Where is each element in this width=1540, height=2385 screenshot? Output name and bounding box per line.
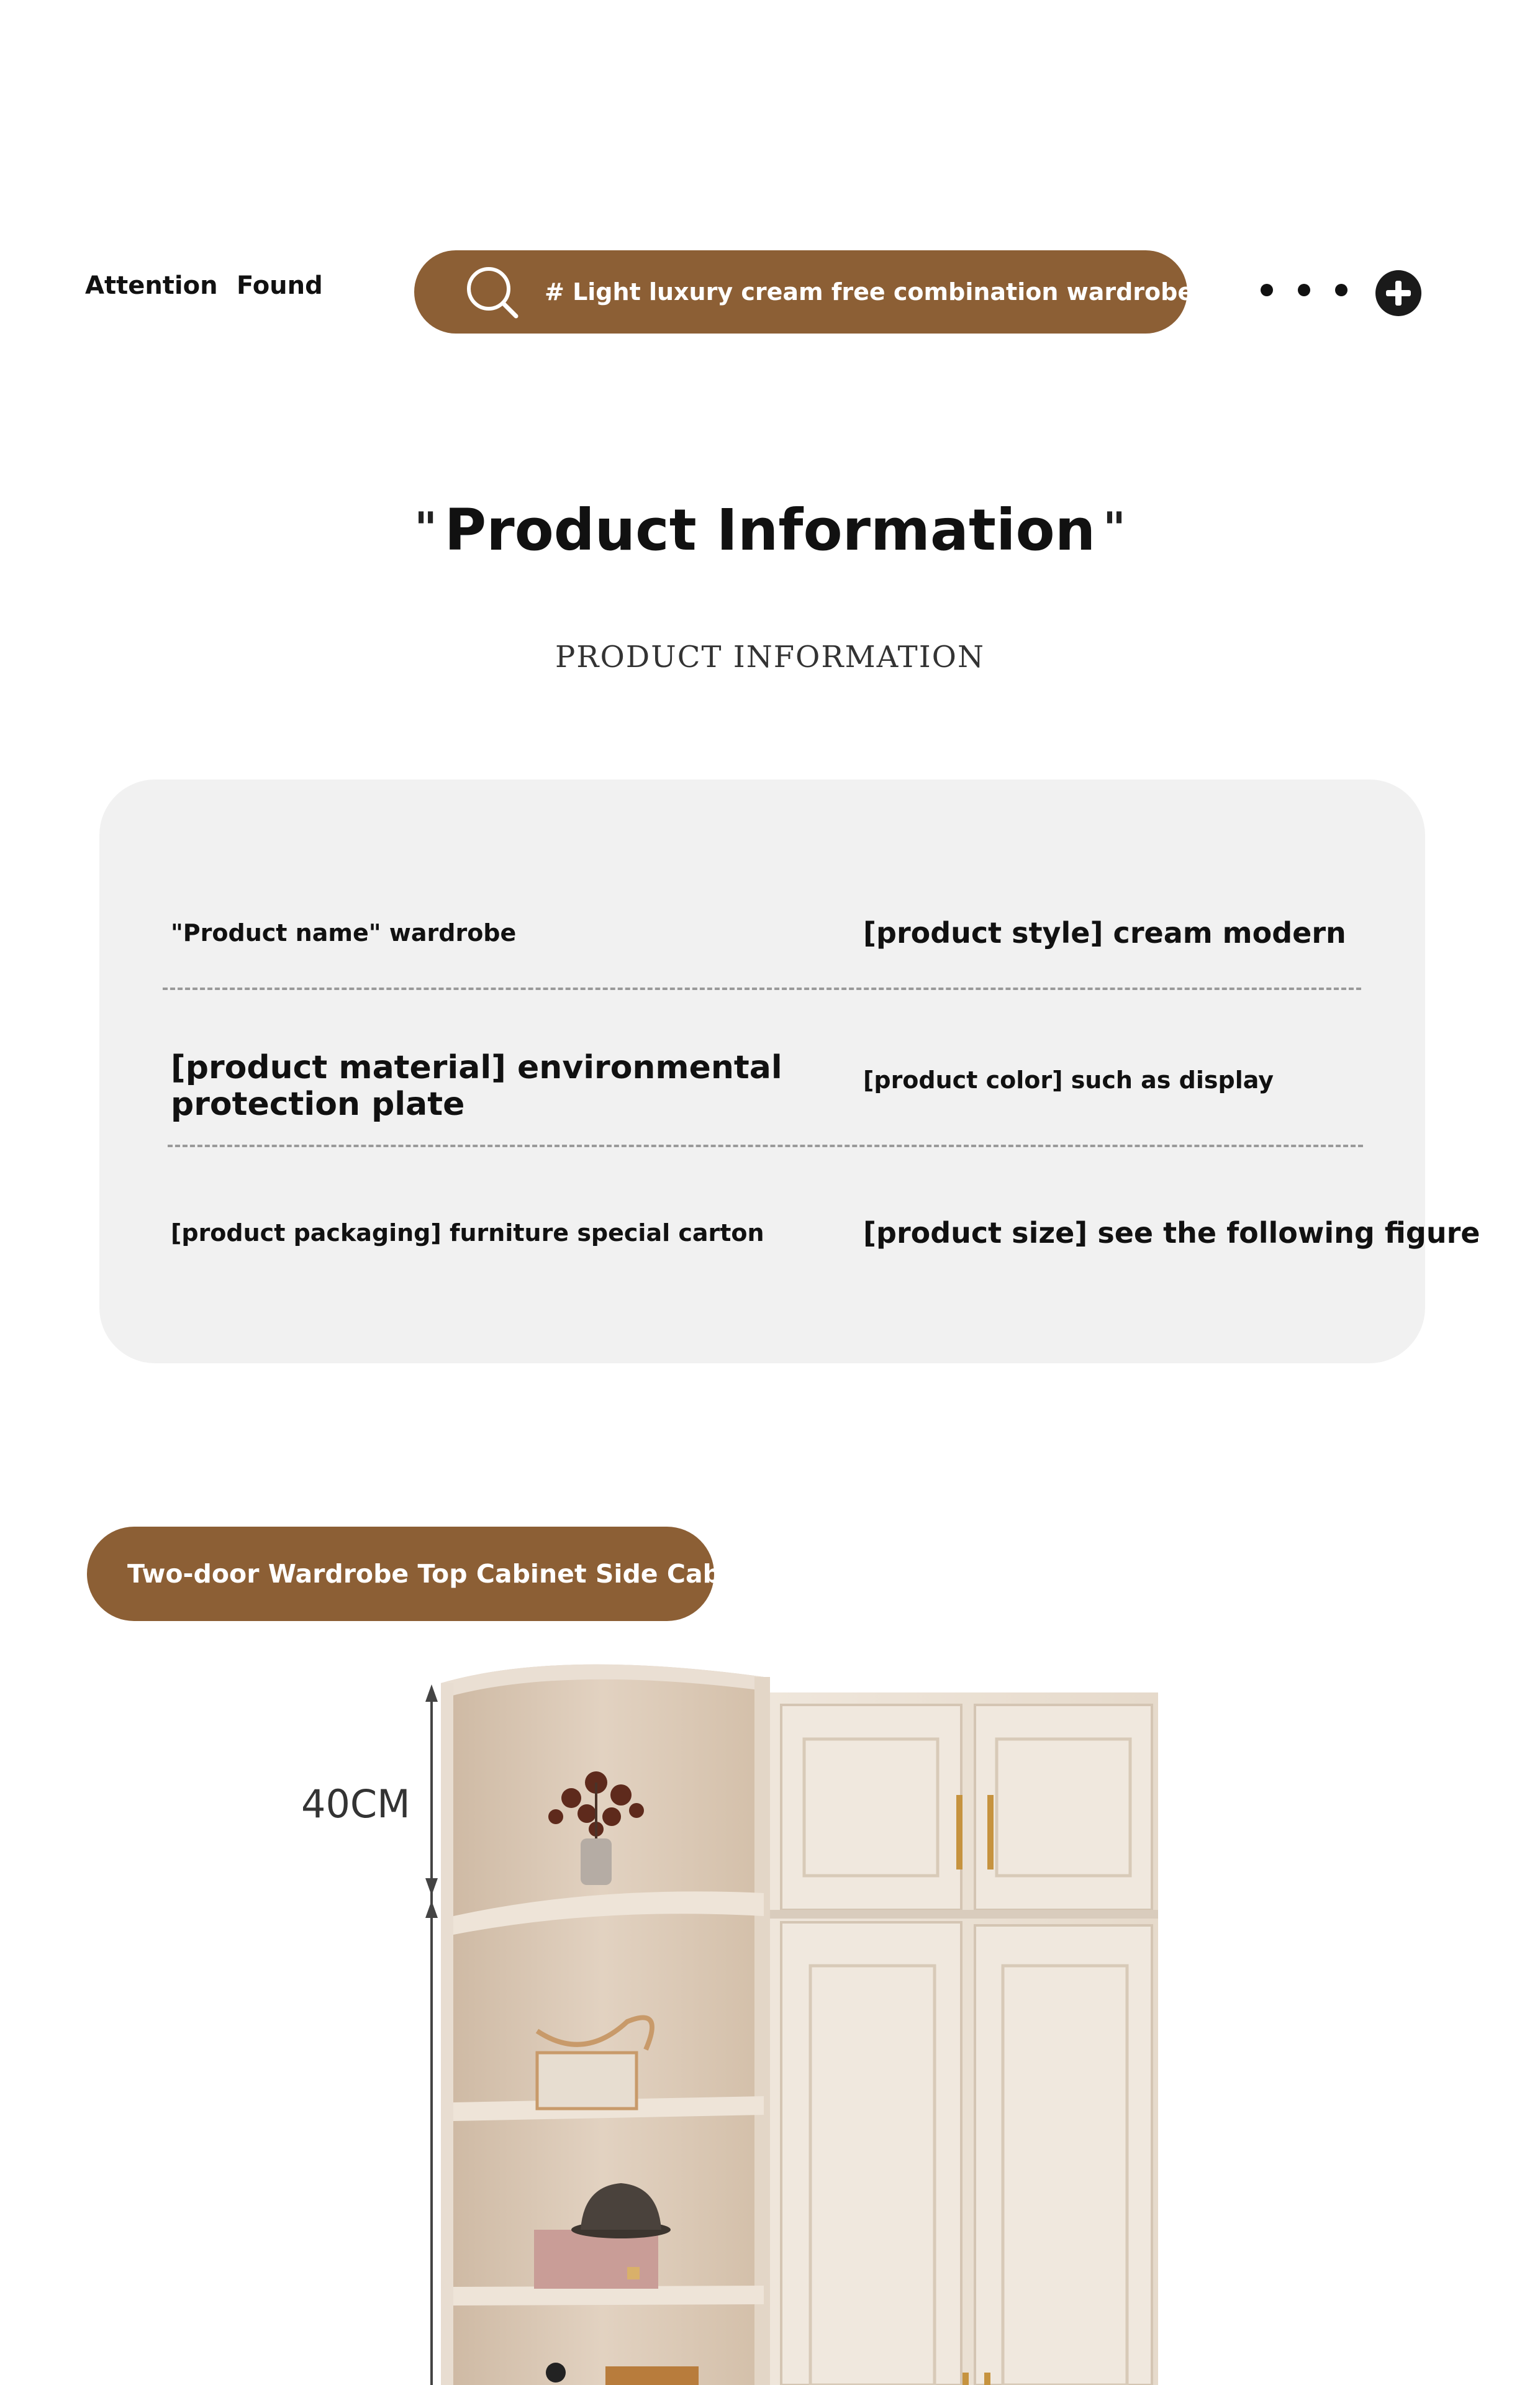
books — [605, 2366, 699, 2385]
title-text: Product Information — [444, 497, 1096, 563]
cabinet-divider — [770, 1910, 1158, 1919]
shelf-side — [754, 1677, 770, 2385]
category-tag[interactable] — [87, 1527, 777, 1621]
nav-attention[interactable]: Attention — [85, 271, 218, 300]
dot — [1261, 284, 1273, 296]
product-color: [product color] such as display — [863, 1066, 1274, 1094]
dimension-label: 40CM — [301, 1781, 410, 1827]
handle — [956, 1795, 962, 1869]
handbag — [537, 2053, 636, 2109]
title-close-quote: " — [1103, 503, 1126, 554]
wardrobe-product-image — [0, 1640, 1540, 2385]
product-material: [product material] environmental protection plate — [171, 1049, 782, 1123]
divider — [163, 988, 1361, 990]
dot — [1335, 284, 1348, 296]
top-door-right — [975, 1705, 1152, 1910]
handle — [987, 1795, 994, 1869]
dot — [1298, 284, 1310, 296]
product-packaging: [product packaging] furniture special carton — [171, 1219, 764, 1247]
arrow-up-icon — [425, 1684, 438, 1702]
product-name: "Product name" wardrobe — [171, 919, 517, 947]
add-icon[interactable] — [1375, 270, 1421, 316]
more-options-icon[interactable] — [1261, 276, 1348, 304]
shelf-edge — [441, 1683, 453, 2385]
nav-found[interactable]: Found — [237, 271, 323, 300]
divider — [168, 1145, 1363, 1147]
search-query-text: # Light luxury cream free combination wardrobe# — [545, 278, 1213, 306]
search-bar[interactable] — [414, 250, 1213, 334]
page-subtitle: PRODUCT INFORMATION — [555, 640, 985, 675]
title-open-quote: " — [414, 503, 437, 554]
top-door-left — [781, 1705, 961, 1910]
vase — [581, 1838, 612, 1885]
product-style: [product style] cream modern — [863, 916, 1346, 950]
storage-box — [534, 2230, 658, 2289]
product-size: [product size] see the following figure — [863, 1216, 1480, 1250]
search-icon — [464, 264, 520, 320]
arrow-up-icon — [425, 1901, 438, 1918]
arrow-down-icon — [425, 1878, 438, 1896]
category-label: Two-door Wardrobe Top Cabinet Side Cabinet — [127, 1559, 777, 1589]
page-title — [0, 497, 1540, 563]
